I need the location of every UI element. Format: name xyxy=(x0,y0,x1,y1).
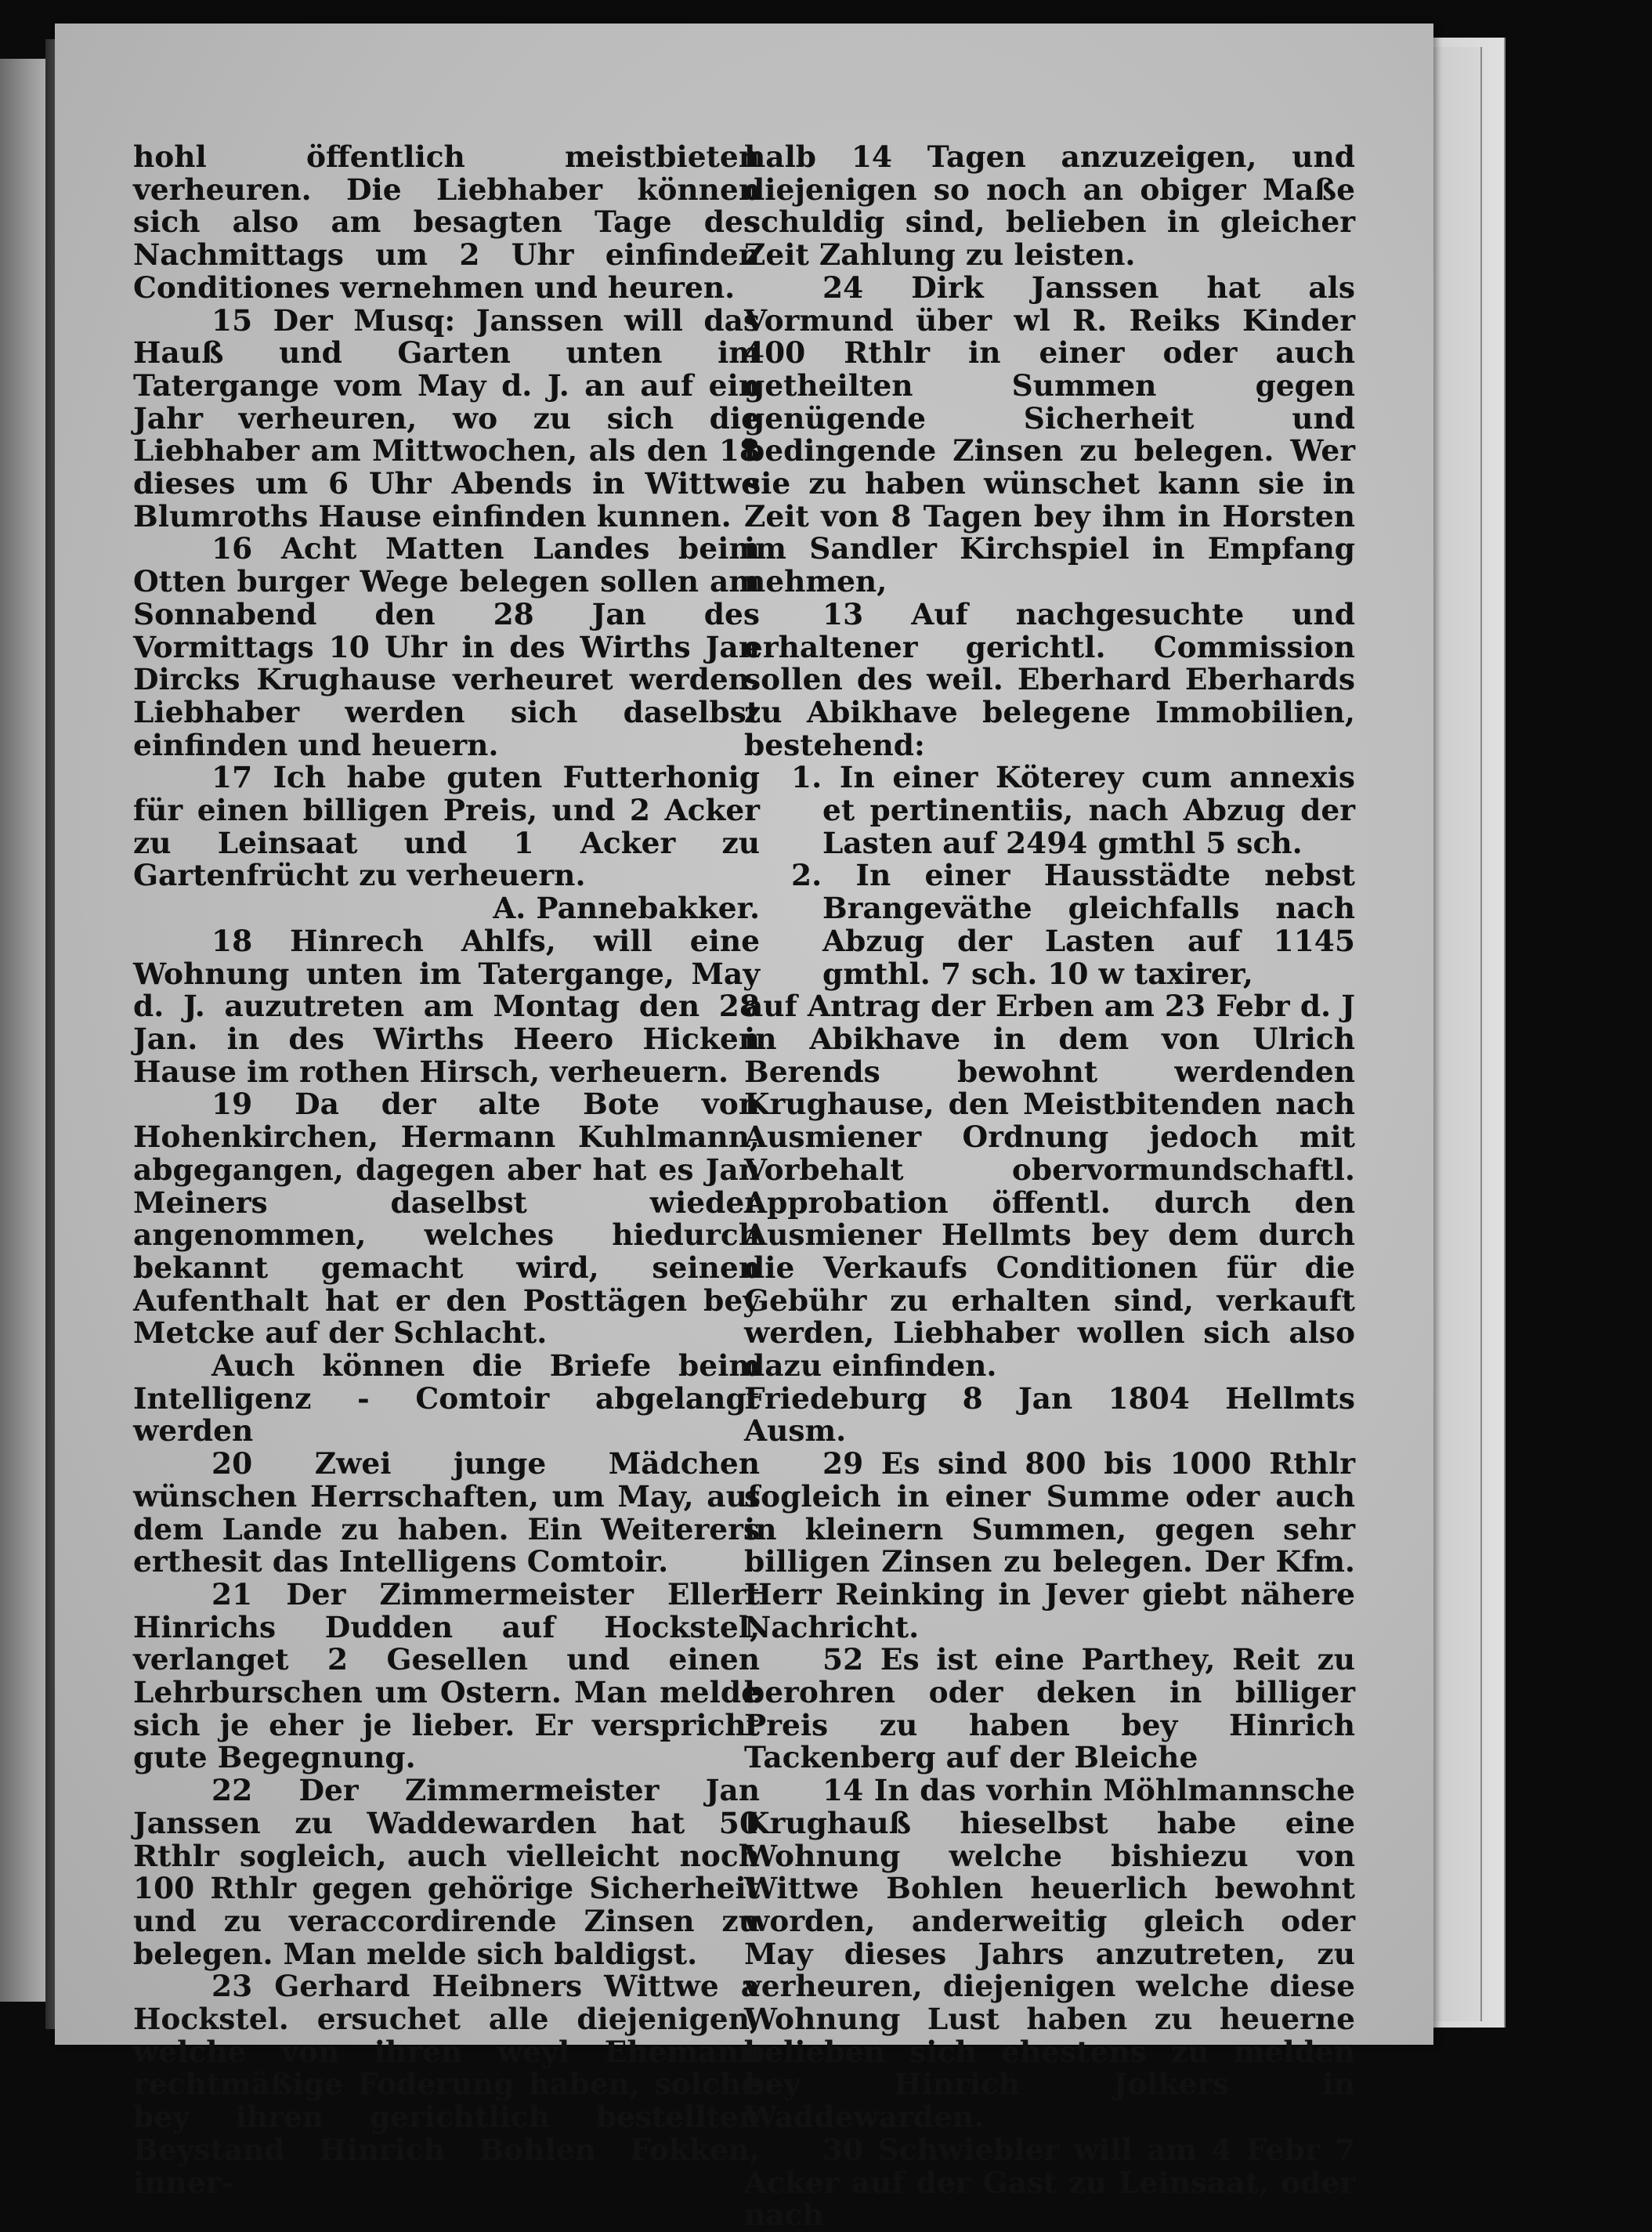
notice-paragraph: halb 14 Tagen anzuzeigen, und diejenigen so noch an obiger Maße schuldig sind, belieben in gleicher Zeit Zahlung zu leisten. xyxy=(744,139,1355,273)
notice-paragraph: 17 Ich habe guten Futterhonig für einen billigen Preis, und 2 Acker zu Leinsaat und 1 Acker zu Gartenfrücht zu verheuern. xyxy=(133,760,760,893)
notice-paragraph: 19 Da der alte Bote von Hohenkirchen, Hermann Kuhlmann, abgegangen, dagegen aber hat es Jan Meiners daselbst wieder angenommen, welches hiedurch bekannt gemacht wird, seinen Aufenthalt hat er den Posttägen bey Metcke auf der Schlacht. xyxy=(133,1087,760,1351)
notice-paragraph: 29 Es sind 800 bis 1000 Rthlr sogleich in einer Summe oder auch in kleinern Summen, gegen sehr billigen Zinsen zu belegen. Der Kfm. Herr Reinking in Jever giebt nähere Nachricht. xyxy=(744,1446,1355,1644)
notice-paragraph: Auch können die Briefe beim Intelligenz - Comtoir abgelangt werden xyxy=(133,1348,760,1449)
notice-paragraph: 30 Schwiebler will am 4 Febr 7 Acker auf der Gast zu Leinsaat, oder nach xyxy=(744,2132,1355,2232)
notice-paragraph: 21 Der Zimmermeister Ellert Hinrichs Dudden auf Hockstel, verlanget 2 Gesellen und einen Lehrburschen um Ostern. Man melde sich je eher je lieber. Er verspricht gute Begegnung. xyxy=(133,1576,760,1775)
signature: A. Pannebakker. xyxy=(493,891,760,926)
notice-paragraph: 13 Auf nachgesuchte und erhaltener gerichtl. Commission sollen des weil. Eberhard Eberhards zu Abikhave belegene Immobilien, bestehend: xyxy=(744,596,1355,762)
notice-paragraph: auf Antrag der Erben am 23 Febr d. J in Abikhave in dem von Ulrich Berends bewohnt werdenden Krughause, den Meistbitenden nach Ausmiener Ordnung jedoch mit Vorbehalt obervormundschaftl. Approbation öffentl. durch den Ausmiener Hellmts bey dem durch die Verkaufs Conditionen für die Gebühr zu erhalten sind, verkauft werden, Liebhaber wollen sich also dazu einfinden. xyxy=(744,989,1355,1384)
notice-paragraph: 16 Acht Matten Landes beim Otten burger Wege belegen sollen am Sonnabend den 28 Jan des Vormittags 10 Uhr in des Wirths Jan Dircks Krughause verheuret werden. Liebhaber werden sich daselbst einfinden und heuern. xyxy=(133,531,760,762)
list-item: 1. In einer Köterey cum annexis et pertinentiis, nach Abzug der Lasten auf 2494 gmthl 5 sch. xyxy=(791,760,1355,860)
list-item: 2. In einer Hausstädte nebst Brangeväthe gleichfalls nach Abzug der Lasten auf 1145 gmthl. 7 sch. 10 w taxirer, xyxy=(791,858,1355,991)
right-column xyxy=(744,141,1355,2232)
notice-paragraph: 24 Dirk Janssen hat als Vormund über wl R. Reiks Kinder 400 Rthlr in einer oder auch getheilten Summen gegen genügende Sicherheit und bedingende Zinsen zu belegen. Wer sie zu haben wünschet kann sie in Zeit von 8 Tagen bey ihm in Horsten im Sandler Kirchspiel in Empfang nehmen, xyxy=(744,270,1355,599)
notice-paragraph: Friedeburg 8 Jan 1804 Hellmts Ausm. xyxy=(744,1380,1355,1449)
notice-paragraph: hohl öffentlich meistbieten verheuren. Die Liebhaber können sich also am besagten Tage des Nachmittags um 2 Uhr einfinden Conditiones vernehmen und heuren. xyxy=(133,139,760,305)
notice-paragraph: 22 Der Zimmermeister Jan Janssen zu Waddewarden hat 50 Rthlr sogleich, auch vielleicht noch 100 Rthlr gegen gehörige Sicherheit und zu veraccordirende Zinsen zu belegen. Man melde sich baldigst. xyxy=(133,1773,760,1971)
notice-paragraph: 18 Hinrech Ahlfs, will eine Wohnung unten im Tatergange, May d. J. auzutreten am Montag den 28 Jan. in des Wirths Heero Hicken Hause im rothen Hirsch, verheuern. xyxy=(133,923,760,1089)
newspaper-page xyxy=(55,24,1433,2232)
notice-paragraph: 52 Es ist eine Parthey, Reit zu berohren oder deken in billiger Preis zu haben bey Hinrich Tackenberg auf der Bleiche xyxy=(744,1642,1355,1775)
notice-paragraph: 20 Zwei junge Mädchen wünschen Herrschaften, um May, auf dem Lande zu haben. Ein Weiterers erthesit das Intelligens Comtoir. xyxy=(133,1446,760,1579)
notice-paragraph: 14 In das vorhin Möhlmannsche Krughauß hieselbst habe eine Wohnung welche bishiezu von Wittwe Bohlen heuerlich bewohnt worden, anderweitig gleich oder May dieses Jahrs anzutreten, zu verheuren, diejenigen welche diese Wohnung Lust haben zu heuerne belieben sich ehestens zu melden bey Hinrich Jolkers in Waddewarden. xyxy=(744,1773,1355,2135)
notice-paragraph: 15 Der Musq: Janssen will das Hauß und Garten unten im Tatergange vom May d. J. an auf ein Jahr verheuren, wo zu sich die Liebhaber am Mittwochen, als den 18 dieses um 6 Uhr Abends in Wittwe Blumroths Hause einfinden kunnen. xyxy=(133,302,760,534)
notice-paragraph: 23 Gerhard Heibners Wittwe a Hockstel. ersuchet alle diejenigen, welche von ihren weyl Ehemann rechtmäßige Foderung haben, solche bey ihren gerichtlich bestellten Beystand Hinrich Bohlen Fokken, inner- xyxy=(133,1969,760,2200)
left-column xyxy=(133,141,760,2199)
